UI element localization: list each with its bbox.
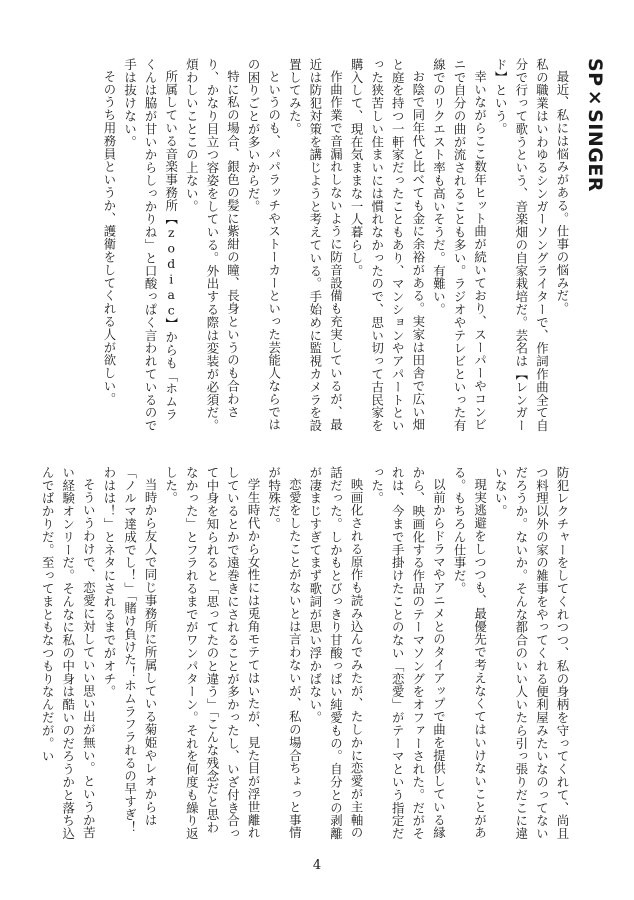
paragraph: 最近、私には悩みがある。仕事の悩みだ。 bbox=[555, 70, 570, 316]
paragraph: 恋愛をしたことがないとは言わないが、私の場合ちょっと事情が特殊だ。 bbox=[266, 466, 303, 840]
paragraph: 私の職業はいわゆるシンガーソングライターで、作詞作曲全て自分で行って歌うという、音楽畑の自家栽培だ。芸名は【レンガード】という。 bbox=[493, 58, 550, 433]
paragraph: お陰で同年代と比べても金に余裕がある。実家は田舎で広い畑と庭を持つ一軒家だったこともあり、マンションやアパートといった狭苦しい住まいには慣れなかったので、思い切って古民家を購入して、現在気ままな一人暮らし。 bbox=[349, 58, 426, 433]
paragraph: 防犯レクチャーをしてくれつつ、私の身柄を守ってくれて、尚且つ料理以外の家の雑事をやってくれる便利屋みたいなのってないだろうか。ないか。そんな都合のいい人いたら引っ張りだこに違いない。 bbox=[493, 466, 570, 841]
paragraph: 作曲作業で音漏れしないように防音設備も充実しているが、最近は防犯対策を講じようと考えている。手始めに監視カメラを設置してみた。 bbox=[287, 58, 344, 433]
paragraph: 特に私の場合、銀色の髪に紫紺の瞳、長身というのも合わさり、かなり目立つ容姿をしている。外出する際は変装が必須だ。煩わしいことこの上ない。 bbox=[184, 58, 241, 433]
text-tier-bottom bbox=[40, 466, 572, 842]
paragraph: そういうわけで、恋愛に対していい思い出が無い。というか苦い経験オンリーだ。そんなに私の中身は酷いのだろうかと落ち込んでばかりだ。至ってまともなつもりなんだが。い bbox=[40, 466, 97, 841]
paragraph: 所属している音楽事務所【zodiac】からも「ホムラくんは脇が甘いからしっかりね」と口酸っぱく言われているので手は抜けない。 bbox=[122, 58, 179, 433]
paragraph: そのうち用務員というか、護衛をしてくれる人が欲しい。 bbox=[101, 70, 117, 406]
paragraph: 当時から友人で同じ事務所に所属している菊姫やレオからは「ノルマ達成でし！」「賭け負けた！ホムラフラれるの早すぎ！わはは！」とネタにされるまでがオチ。 bbox=[101, 466, 159, 834]
paragraph: 学生時代から女性には兎角モテてはいたが、見た目が浮世離れしているとかで遠巻きにされることが多かったし、いざ付き合って中身を知られると「思ってたのと違う」「こんな残念だと思わなかった」とフラれるまでがワンパターン。それを何度も繰り返した。 bbox=[163, 466, 262, 841]
text-tier-top bbox=[67, 58, 572, 434]
running-header-title: SP×SINGER bbox=[584, 58, 606, 192]
paragraph: 以前からドラマやアニメとのタイアップで曲を提供している縁から、映画化する作品のテーマソングをオファーされた。だがそれは、今まで手掛けたことのない「恋愛」がテーマという指定だった。 bbox=[369, 466, 447, 841]
paragraph: 映画化される原作も読み込んでみたが、たしかに恋愛が主軸の話だった。しかもとびっきり甘酸っぱい純愛もの。自分との剥離が凄まじすぎてまず歌詞が思い浮かばない。 bbox=[307, 466, 365, 841]
page-number: 4 bbox=[312, 858, 322, 873]
paragraph: 現実逃避をしつつも、最優先で考えなくてはいけないことがある。もちろん仕事だ。 bbox=[452, 466, 488, 840]
paragraph: 幸いながらここ数年ヒット曲が続いており、スーパーやコンビニで自分の曲が流されることも多い。ラジオやテレビといった有線でのリクエスト率も高いそうだ。有難い。 bbox=[431, 58, 488, 433]
paragraph: というのも、パパラッチやストーカーといった芸能人ならではの困りごとが多いからだ。 bbox=[246, 58, 282, 432]
